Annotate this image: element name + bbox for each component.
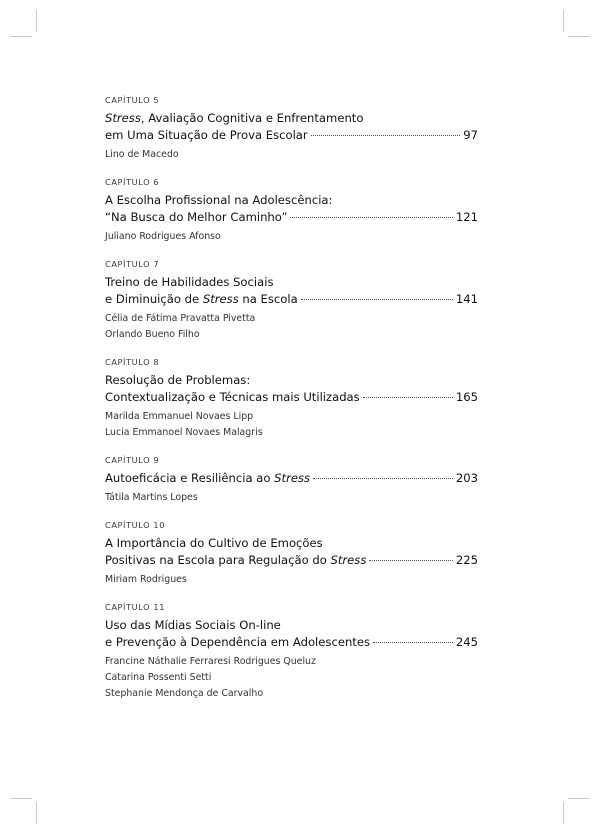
page-number: 203 [455, 471, 478, 485]
toc-entry[interactable] [105, 177, 478, 245]
chapter-title-line [105, 209, 478, 226]
author-list [105, 147, 478, 163]
author-name: Lucia Emmanoel Novaes Malagris [105, 427, 263, 438]
page-number: 121 [455, 210, 478, 224]
page-number: 97 [463, 128, 478, 142]
dot-leader [373, 642, 453, 643]
page-number: 245 [455, 635, 478, 649]
table-of-contents [105, 95, 478, 716]
chapter-title-line: Treino de Habilidades Sociais [105, 275, 274, 289]
page-number: 225 [455, 553, 478, 567]
chapter-title-text: “Na Busca do Melhor Caminho” [105, 210, 288, 224]
chapter-title-line: Stress, Avaliação Cognitiva e Enfrentamento [105, 111, 364, 125]
author-list [105, 572, 478, 588]
author-name: Catarina Possenti Setti [105, 672, 212, 683]
chapter-title-line [105, 552, 478, 569]
author-list [105, 311, 478, 343]
author-name: Stephanie Mendonça de Carvalho [105, 688, 264, 699]
chapter-label: CAPÍTULO 11 [105, 602, 165, 612]
toc-entry[interactable] [105, 520, 478, 588]
chapter-label: CAPÍTULO 7 [105, 259, 160, 269]
chapter-title-line [105, 389, 478, 406]
crop-mark-top-left-v [36, 10, 37, 32]
chapter-label: CAPÍTULO 10 [105, 520, 165, 530]
chapter-title-text: Positivas na Escola para Regulação do Stress [105, 553, 367, 567]
chapter-title-line [105, 291, 478, 308]
toc-entry[interactable] [105, 455, 478, 506]
chapter-title-line: A Importância do Cultivo de Emoções [105, 536, 323, 550]
toc-entry[interactable] [105, 259, 478, 343]
toc-entry[interactable] [105, 95, 478, 163]
page-number: 165 [455, 390, 478, 404]
chapter-title-text: Autoeficácia e Resiliência ao Stress [105, 471, 311, 485]
chapter-title-text: Contextualização e Técnicas mais Utilizadas [105, 390, 360, 404]
dot-leader [369, 560, 452, 561]
author-name: Tátila Martins Lopes [105, 492, 198, 503]
dot-leader [363, 397, 453, 398]
page-number: 141 [455, 292, 478, 306]
author-name: Marilda Emmanuel Novaes Lipp [105, 411, 254, 422]
author-name: Célia de Fátima Pravatta Pivetta [105, 313, 256, 324]
chapter-label: CAPÍTULO 5 [105, 95, 160, 105]
chapter-title-line: A Escolha Profissional na Adolescência: [105, 193, 333, 207]
chapter-label: CAPÍTULO 6 [105, 177, 160, 187]
crop-mark-top-right-v [563, 10, 564, 32]
chapter-label: CAPÍTULO 8 [105, 357, 160, 367]
author-name: Lino de Macedo [105, 149, 179, 160]
chapter-title-line: Uso das Mídias Sociais On-line [105, 618, 281, 632]
crop-mark-bottom-left-h [10, 798, 32, 799]
crop-mark-bottom-left-v [36, 802, 37, 824]
toc-entry[interactable] [105, 602, 478, 702]
crop-mark-bottom-right-h [568, 798, 590, 799]
toc-entry[interactable] [105, 357, 478, 441]
author-list [105, 409, 478, 441]
dot-leader [311, 135, 461, 136]
chapter-title-line [105, 634, 478, 651]
chapter-label: CAPÍTULO 9 [105, 455, 160, 465]
author-list [105, 490, 478, 506]
author-name: Orlando Bueno Filho [105, 329, 200, 340]
author-name: Juliano Rodrigues Afonso [105, 231, 221, 242]
chapter-title-text: e Prevenção à Dependência em Adolescentes [105, 635, 371, 649]
author-name: Miriam Rodrigues [105, 574, 187, 585]
chapter-title-line [105, 127, 478, 144]
chapter-title-line: Resolução de Problemas: [105, 373, 251, 387]
dot-leader [313, 478, 453, 479]
crop-mark-top-left-h [10, 36, 32, 37]
chapter-title-text: e Diminuição de Stress na Escola [105, 292, 298, 306]
crop-mark-top-right-h [568, 36, 590, 37]
dot-leader [301, 299, 453, 300]
author-list [105, 229, 478, 245]
author-list [105, 654, 478, 702]
dot-leader [290, 217, 452, 218]
chapter-title-line [105, 470, 478, 487]
chapter-title-text: em Uma Situação de Prova Escolar [105, 128, 308, 142]
crop-mark-bottom-right-v [563, 802, 564, 824]
author-name: Francine Náthalie Ferraresi Rodrigues Queluz [105, 656, 316, 667]
